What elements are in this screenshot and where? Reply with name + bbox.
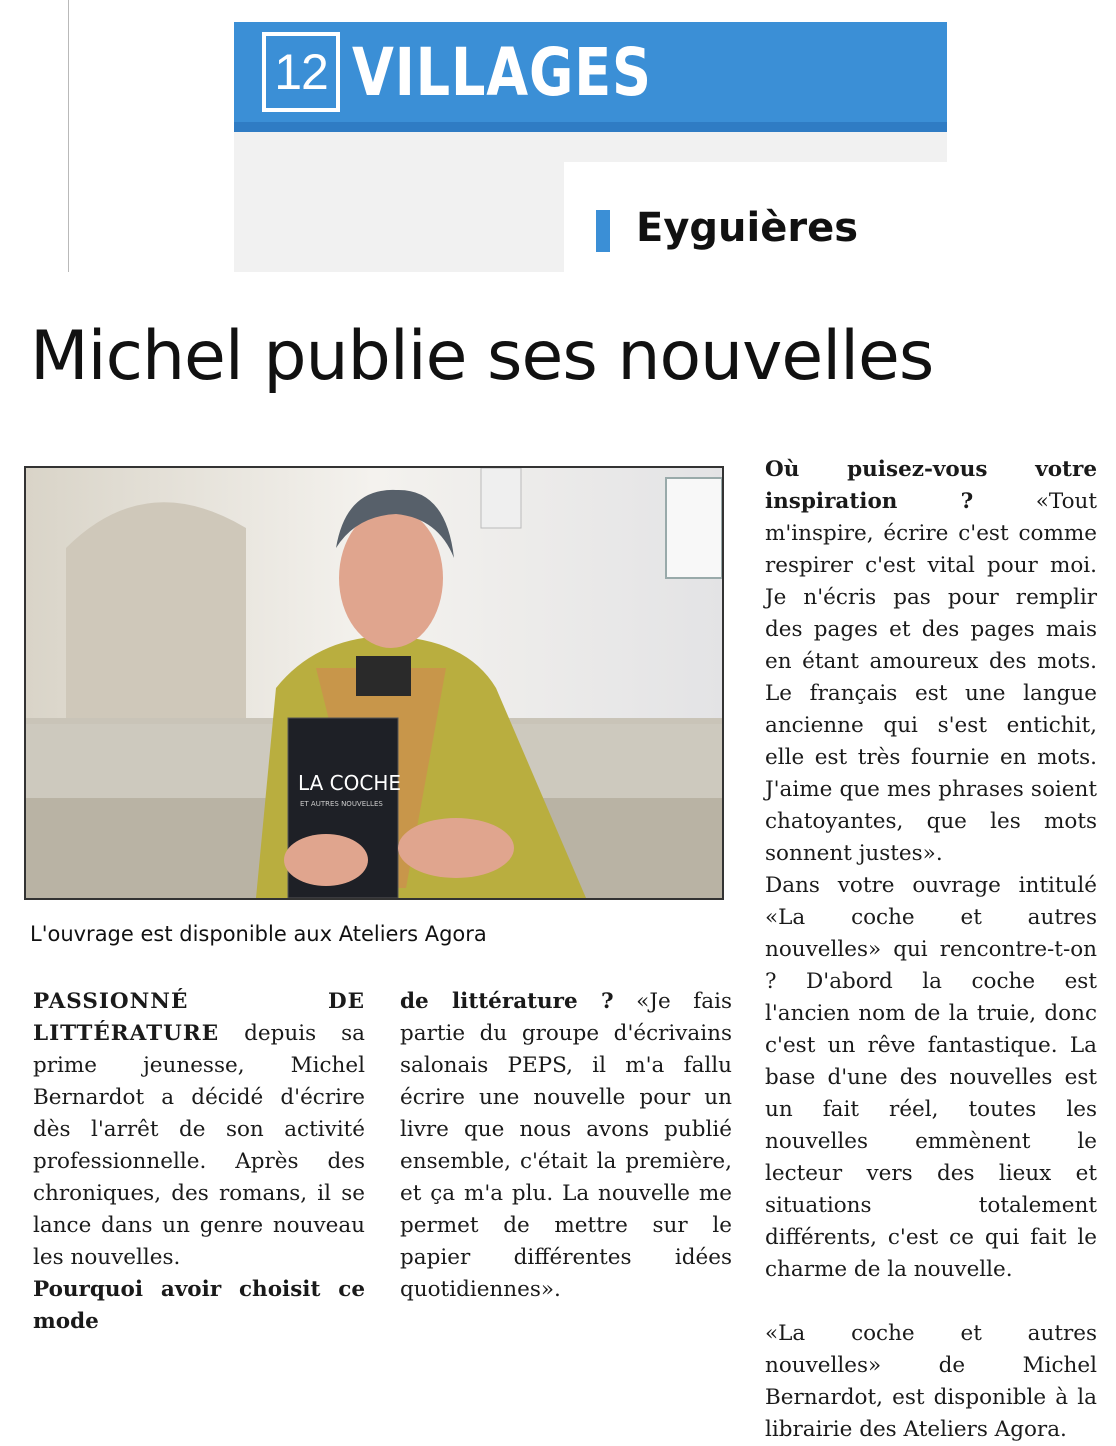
article-column-1 — [33, 986, 365, 1338]
photo-caption: L'ouvrage est disponible aux Ateliers Agora — [30, 922, 487, 946]
column-3-paragraph-2: Dans votre ouvrage intitulé «La coche et autres nouvelles» qui rencontre-t-on ? D'abord la coche est l'ancien nom de la truie, donc c'est un rêve fantastique. La base d'une des nouvelles est un fait réel, toutes les nouvelles emmènent le lecteur vers des lieux et situations totalement différents, c'est ce qui fait le charme de la nouvelle. — [765, 873, 1097, 1282]
column-1-paragraph — [33, 986, 365, 1274]
availability-note: «La coche et autres nouvelles» de Michel Bernardot, est disponible à la librairie des Ateliers Agora. — [765, 1321, 1097, 1442]
column-3-paragraph-1 — [765, 454, 1097, 870]
question-1-end: de littérature ? — [400, 989, 614, 1014]
location-marker — [596, 210, 610, 252]
paragraph-spacer — [765, 1286, 1097, 1318]
column-1-text: depuis sa prime jeunesse, Michel Bernardot a décidé d'écrire dès l'arrêt de son activité professionnelle. Après des chroniques, des romans, il se lance dans un genre nouveau les nouvelles. — [33, 1021, 365, 1270]
page-fold-line — [68, 0, 69, 272]
answer-2: «Tout m'inspire, écrire c'est comme respirer c'est vital pour moi. Je n'écris pas pour remplir des pages et des pages mais en étant amoureux des mots. Le français est une langue ancienne qui s'est entichit, elle est très fournie en mots. J'aime que mes phrases soient chatoyantes, que les mots sonnent justes». — [765, 489, 1098, 866]
book-subtitle: ET AUTRES NOUVELLES — [300, 800, 383, 808]
page-number: 12 — [262, 32, 340, 112]
header-grey-panel — [234, 132, 564, 272]
article-headline: Michel publie ses nouvelles — [30, 317, 934, 396]
question-1-start: Pourquoi avoir choisit ce mode — [33, 1277, 365, 1334]
article-column-3 — [765, 454, 1097, 1446]
location-label: Eyguières — [636, 205, 859, 251]
header-grey-strip — [564, 132, 947, 162]
answer-1: «Je fais partie du groupe d'écrivains salonais PEPS, il m'a fallu écrire une nouvelle pour un livre que nous avons publié ensemble, c'était la première, et ça m'a plu. La nouvelle me permet de mettre sur le papier différentes idées quotidiennes». — [400, 989, 732, 1302]
article-lead: PASSIONNÉ DE LITTÉRATURE — [33, 989, 365, 1046]
question-2: Où puisez-vous votre inspiration ? — [765, 457, 1097, 514]
article-photo — [24, 466, 724, 900]
column-2-paragraph — [400, 986, 732, 1306]
book-title: LA COCHE — [298, 771, 401, 795]
article-column-2 — [400, 986, 732, 1306]
author-photo-illustration — [26, 468, 722, 898]
section-title: VILLAGES — [352, 34, 652, 111]
